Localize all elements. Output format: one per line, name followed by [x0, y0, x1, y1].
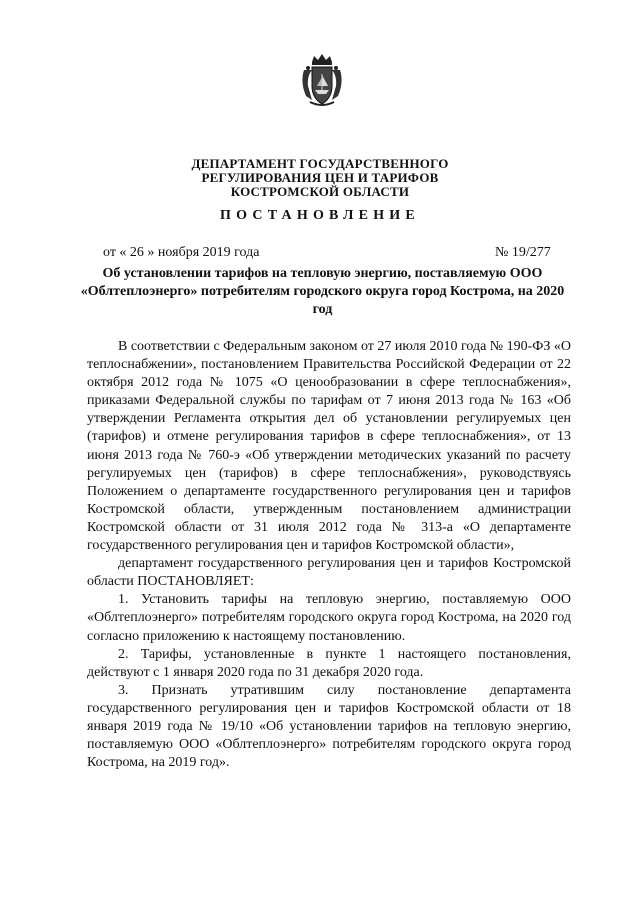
document-type-heading: ПОСТАНОВЛЕНИЕ [220, 208, 420, 223]
document-number: № 19/277 [495, 245, 551, 260]
document-body [87, 338, 571, 772]
resolution-paragraph: департамент государственного регулирования цен и тарифов Костромской области ПОСТАНОВЛЯЕТ: [87, 556, 571, 590]
clause-2-paragraph: 2. Тарифы, установленные в пункте 1 настоящего постановления, действуют с 1 января 2020 года по 31 декабря 2020 года. [87, 646, 571, 680]
clause-1-paragraph: 1. Установить тарифы на тепловую энергию, поставляемую ООО «Облтеплоэнерго» потребителям городского округа город Кострома, на 2020 год согласно приложению к настоящему постановлению. [87, 592, 571, 644]
coat-of-arms-icon [298, 52, 346, 108]
document-title: Об установлении тарифов на тепловую энергию, поставляемую ООО «Облтеплоэнерго» потребителям городского округа город Кострома, на 2020 год [80, 266, 565, 317]
document-date: от « 26 » ноября 2019 года [103, 245, 260, 260]
preamble-paragraph: В соответствии с Федеральным законом от 27 июля 2010 года № 190-ФЗ «О теплоснабжении», постановлением Правительства Российской Федерации от 22 октября 2012 года № 1075 «О ценообразовании в сфере теплоснабжения», приказами Федеральной службы по тарифам от 7 июня 2013 года № 163 «Об утверждении Регламента открытия дел об установлении регулируемых цен (тарифов) и отмене регулирования тарифов в сфере теплоснабжения», от 13 июня 2013 года № 760-э «Об утверждении методических указаний по расчету регулируемых цен (тарифов) в сфере теплоснабжения», руководствуясь Положением о департаменте государственного регулирования цен и тарифов Костромской области, утвержденным постановлением администрации Костромской области от 31 июля 2012 года № 313-а «О департаменте государственного регулирования цен и тарифов Костромской области», [87, 339, 571, 554]
department-name-line-3: КОСТРОМСКОЙ ОБЛАСТИ [230, 184, 410, 199]
clause-3-paragraph: 3. Признать утратившим силу постановление департамента государственного регулирования цен и тарифов Костромской области от 18 января 2019 года № 19/10 «Об установлении тарифов на тепловую энергию, поставляемую ООО «Облтеплоэнерго» потребителям городского округа город Кострома, на 2019 год». [87, 682, 571, 771]
department-name-line-2: РЕГУЛИРОВАНИЯ ЦЕН И ТАРИФОВ [201, 170, 439, 185]
department-name-line-1: ДЕПАРТАМЕНТ ГОСУДАРСТВЕННОГО [191, 156, 449, 171]
